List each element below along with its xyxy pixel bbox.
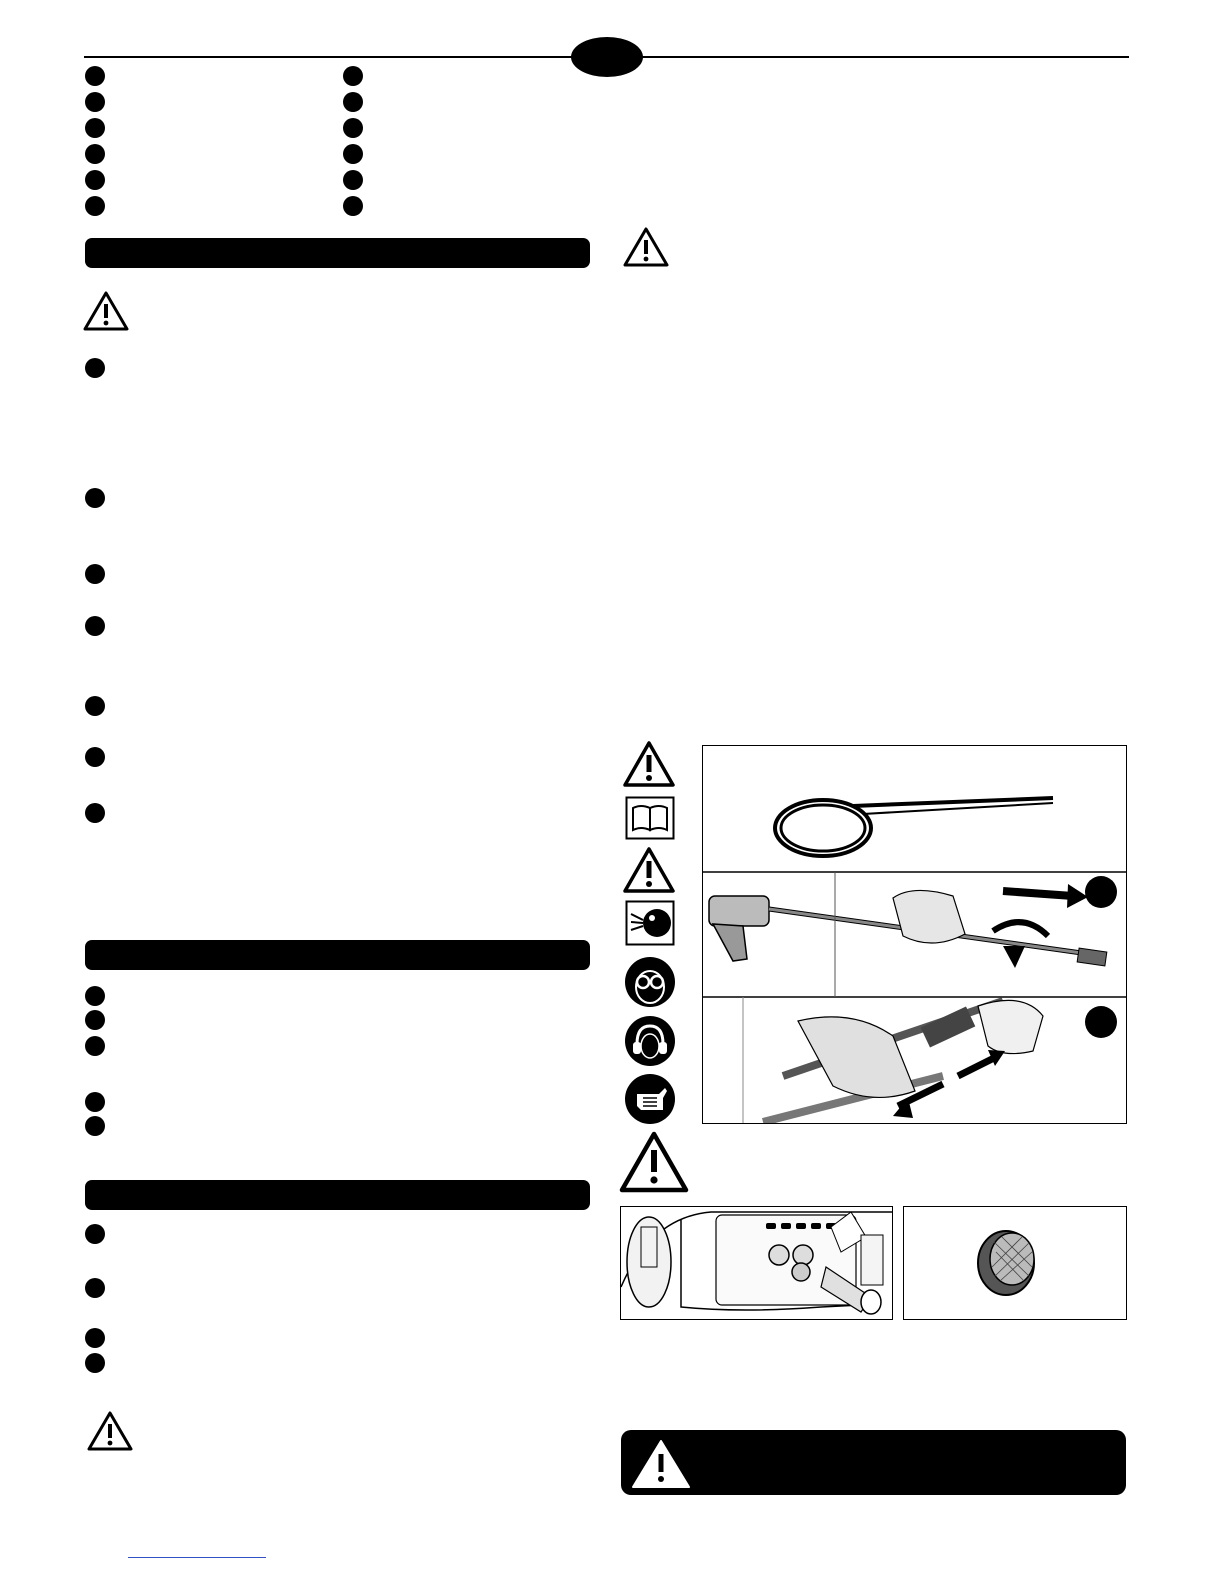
warning-triangle-large-icon — [618, 1130, 690, 1194]
index-bullet-9 — [343, 118, 363, 138]
index-bullet-1 — [85, 66, 105, 86]
section3-bullet-3 — [85, 1328, 105, 1348]
section-header-bar-3 — [85, 1180, 590, 1210]
index-bullet-7 — [343, 66, 363, 86]
eye-protection-icon — [623, 955, 677, 1009]
inlet-illustration — [621, 1207, 892, 1319]
section1-bullet-6 — [85, 747, 105, 767]
warning-icon — [82, 290, 130, 332]
section3-bullet-1 — [85, 1224, 105, 1244]
section1-bullet-2 — [85, 488, 105, 508]
hose-illustration — [703, 746, 1126, 1123]
index-bullet-10 — [343, 144, 363, 164]
index-bullet-3 — [85, 118, 105, 138]
index-bullet-8 — [343, 92, 363, 112]
ear-protection-icon — [623, 1014, 677, 1068]
index-bullet-2 — [85, 92, 105, 112]
index-bullet-11 — [343, 170, 363, 190]
section-header-bar-2 — [85, 940, 590, 970]
section-header-bar-1 — [85, 238, 590, 268]
warning-icon-right — [622, 226, 670, 268]
index-bullet-4 — [85, 144, 105, 164]
section1-bullet-1 — [85, 358, 105, 378]
filter-illustration — [904, 1207, 1126, 1319]
section2-bullet-5 — [85, 1116, 105, 1136]
index-bullet-12 — [343, 196, 363, 216]
index-bullet-5 — [85, 170, 105, 190]
section3-bullet-2 — [85, 1278, 105, 1298]
warning-triangle-icon-2 — [622, 846, 676, 894]
warning-triangle-icon — [622, 740, 676, 788]
warning-box — [621, 1430, 1126, 1495]
step-badge-2 — [1085, 1006, 1117, 1038]
section1-bullet-3 — [85, 564, 105, 584]
section2-bullet-2 — [85, 1010, 105, 1030]
warning-icon-bottom — [86, 1410, 134, 1452]
inlet-filter-figure — [903, 1206, 1127, 1320]
section1-bullet-4 — [85, 616, 105, 636]
spray-hazard-icon — [625, 900, 675, 946]
water-inlet-figure — [620, 1206, 893, 1320]
section1-bullet-5 — [85, 696, 105, 716]
section2-bullet-3 — [85, 1036, 105, 1056]
footer-link-underline[interactable] — [128, 1557, 266, 1558]
language-badge — [571, 37, 643, 77]
read-manual-book-icon — [625, 796, 675, 840]
warning-box-icon — [629, 1437, 693, 1491]
lance-assembly-figure — [702, 745, 1127, 1124]
section2-bullet-1 — [85, 986, 105, 1006]
index-bullet-6 — [85, 196, 105, 216]
section1-bullet-7 — [85, 803, 105, 823]
section3-bullet-4 — [85, 1353, 105, 1373]
step-badge-1 — [1085, 876, 1117, 908]
section2-bullet-4 — [85, 1092, 105, 1112]
hand-protection-icon — [623, 1072, 677, 1126]
